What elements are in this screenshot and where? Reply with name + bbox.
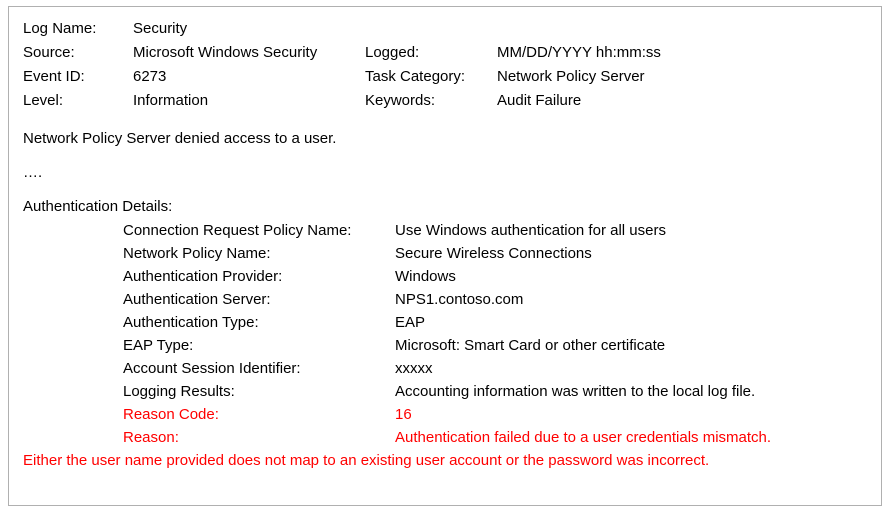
level-label: Level: [23, 92, 64, 109]
authentication-type-label: Authentication Type: [123, 314, 259, 331]
detail-row [23, 426, 867, 449]
level-value: Information [133, 92, 209, 109]
authentication-server-value: NPS1.contoso.com [395, 291, 524, 308]
spacer [23, 185, 867, 195]
event-header-fields [23, 17, 867, 113]
event-id-value: 6273 [133, 68, 167, 85]
eap-type-value: Microsoft: Smart Card or other certificate [395, 337, 666, 354]
eap-type-label: EAP Type: [123, 337, 194, 354]
reason-code-label: Reason Code: [123, 406, 219, 423]
header-row [23, 41, 867, 65]
reason-explanation-text: Either the user name provided does not map to an existing user account or the password was incorrect. [23, 452, 710, 469]
reason-value: Authentication failed due to a user credentials mismatch. [395, 429, 772, 446]
keywords-label: Keywords: [365, 92, 436, 109]
detail-row [23, 334, 867, 357]
detail-row [23, 380, 867, 403]
log-name-value: Security [133, 20, 188, 37]
authentication-provider-label: Authentication Provider: [123, 268, 283, 285]
event-id-label: Event ID: [23, 68, 85, 85]
detail-row [23, 242, 867, 265]
authentication-details-title: Authentication Details: [23, 198, 173, 215]
logged-value: MM/DD/YYYY hh:mm:ss [497, 44, 661, 61]
detail-row [23, 403, 867, 426]
keywords-value: Audit Failure [497, 92, 582, 109]
authentication-server-label: Authentication Server: [123, 291, 271, 308]
account-session-identifier-value: xxxxx [395, 360, 433, 377]
detail-row [23, 311, 867, 334]
event-summary-text: Network Policy Server denied access to a user. [23, 130, 337, 147]
task-category-label: Task Category: [365, 68, 466, 85]
event-log-panel [8, 6, 882, 506]
authentication-provider-value: Windows [395, 268, 456, 285]
connection-request-policy-name-value: Use Windows authentication for all users [395, 222, 666, 239]
source-value: Microsoft Windows Security [133, 44, 318, 61]
connection-request-policy-name-label: Connection Request Policy Name: [123, 222, 352, 239]
source-label: Source: [23, 44, 75, 61]
header-row [23, 89, 867, 113]
log-name-label: Log Name: [23, 20, 97, 37]
detail-row [23, 288, 867, 311]
header-row [23, 65, 867, 89]
logged-label: Logged: [365, 44, 420, 61]
network-policy-name-value: Secure Wireless Connections [395, 245, 592, 262]
reason-label: Reason: [123, 429, 179, 446]
logging-results-value: Accounting information was written to the local log file. [395, 383, 756, 400]
detail-row [23, 357, 867, 380]
detail-row [23, 265, 867, 288]
logging-results-label: Logging Results: [123, 383, 235, 400]
spacer [23, 113, 867, 127]
detail-row [23, 219, 867, 242]
account-session-identifier-label: Account Session Identifier: [123, 360, 301, 377]
authentication-details-list [23, 219, 867, 449]
reason-code-value: 16 [395, 406, 412, 423]
ellipsis-text: …. [23, 164, 43, 181]
spacer [23, 151, 867, 161]
task-category-value: Network Policy Server [497, 68, 645, 85]
authentication-type-value: EAP [395, 314, 426, 331]
network-policy-name-label: Network Policy Name: [123, 245, 271, 262]
header-row [23, 17, 867, 41]
